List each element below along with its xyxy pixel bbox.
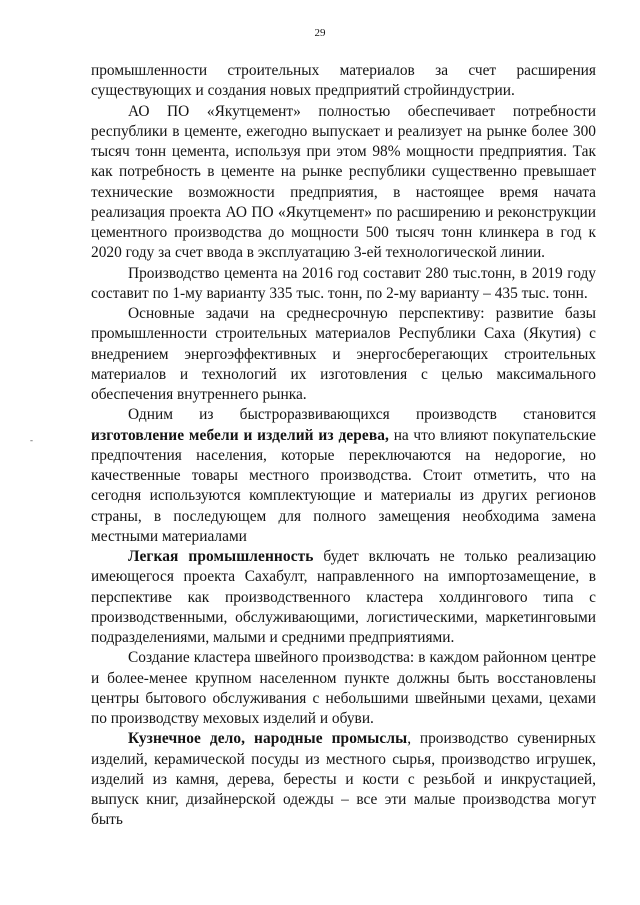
paragraph-furniture (91, 405, 596, 547)
paragraph-sewing-cluster (91, 648, 596, 729)
body-text (91, 61, 596, 831)
paragraph-text: Производство цемента на 2016 год составит 280 тыс.тонн, в 2019 году составит по 1-му варианту 335 тыс. тонн, по 2-му варианту – 435 тыс. тонн. (91, 264, 596, 302)
margin-mark: - (30, 435, 33, 445)
paragraph-text: на что влияют покупательские предпочтения населения, которые переключаются на недорогие, но качественные товары местного производства. Стоит отметить, что на сегодня используются комплектующие и материалы из других регионов страны, в последующем для полного замещения необходима замена местными материалами (91, 426, 596, 545)
bold-term: Легкая промышленность (128, 548, 314, 565)
paragraph-continuation (91, 61, 596, 102)
paragraph-light-industry (91, 547, 596, 648)
paragraph-text: АО ПО «Якутцемент» полностью обеспечивает потребности республики в цементе, ежегодно выпускает и реализует на рынке более 300 тысяч тонн цемента, используя при этом 98% мощности предприятия. Так как потребность в цементе на рынке республики существенно превышает технические возможности предприятия, в настоящее время начата реализация проекта АО ПО «Якутцемент» по расширению и реконструкции цементного производства до мощности 500 тысяч тонн клинкера в год к 2020 году за счет ввода в эксплуатацию 3-ей технологической линии. (91, 102, 596, 262)
paragraph-text: , производство сувенирных изделий, керамической посуды из местного сырья, производство игрушек, изделий из камня, дерева, бересты и кости с резьбой и инкрустацией, выпуск книг, дизайнерской одежды – все эти малые производства могут быть (91, 730, 596, 829)
paragraph-text: Одним из быстроразвивающихся производств становится (128, 406, 596, 424)
paragraph-text: Основные задачи на среднесрочную перспективу: развитие базы промышленности строительных материалов Республики Саха (Якутия) с внедрением энергоэффективных и энергосберегающих строительных материалов и технологий их изготовления с целью максимального обеспечения внутреннего рынка. (91, 305, 596, 403)
paragraph-text: промышленности строительных материалов за счет расширения существующих и создания новых предприятий стройиндустрии. (91, 62, 596, 100)
paragraph-main-tasks (91, 304, 596, 405)
paragraph-crafts (91, 729, 596, 830)
paragraph-text: будет включать не только реализацию имеющегося проекта Сахабулт, направленного на импортозамещение, в перспективе как производственного кластера холдингового типа с производственными, обслуживающими, логистическими, маркетинговыми подразделениями, малыми и средними предприятиями. (91, 548, 596, 646)
paragraph-cement-output (91, 264, 596, 305)
bold-term: изготовление мебели и изделий из дерева, (91, 426, 390, 444)
page-number: 29 (314, 27, 326, 39)
bold-term: Кузнечное дело, народные промыслы (128, 730, 408, 748)
paragraph-yakutcement (91, 102, 596, 264)
paragraph-text: Создание кластера швейного производства: в каждом районном центре и более-менее крупном населенном пункте должны быть восстановлены центры бытового обслуживания с небольшими швейными цехами, цехами по производству меховых изделий и обуви. (91, 649, 596, 727)
